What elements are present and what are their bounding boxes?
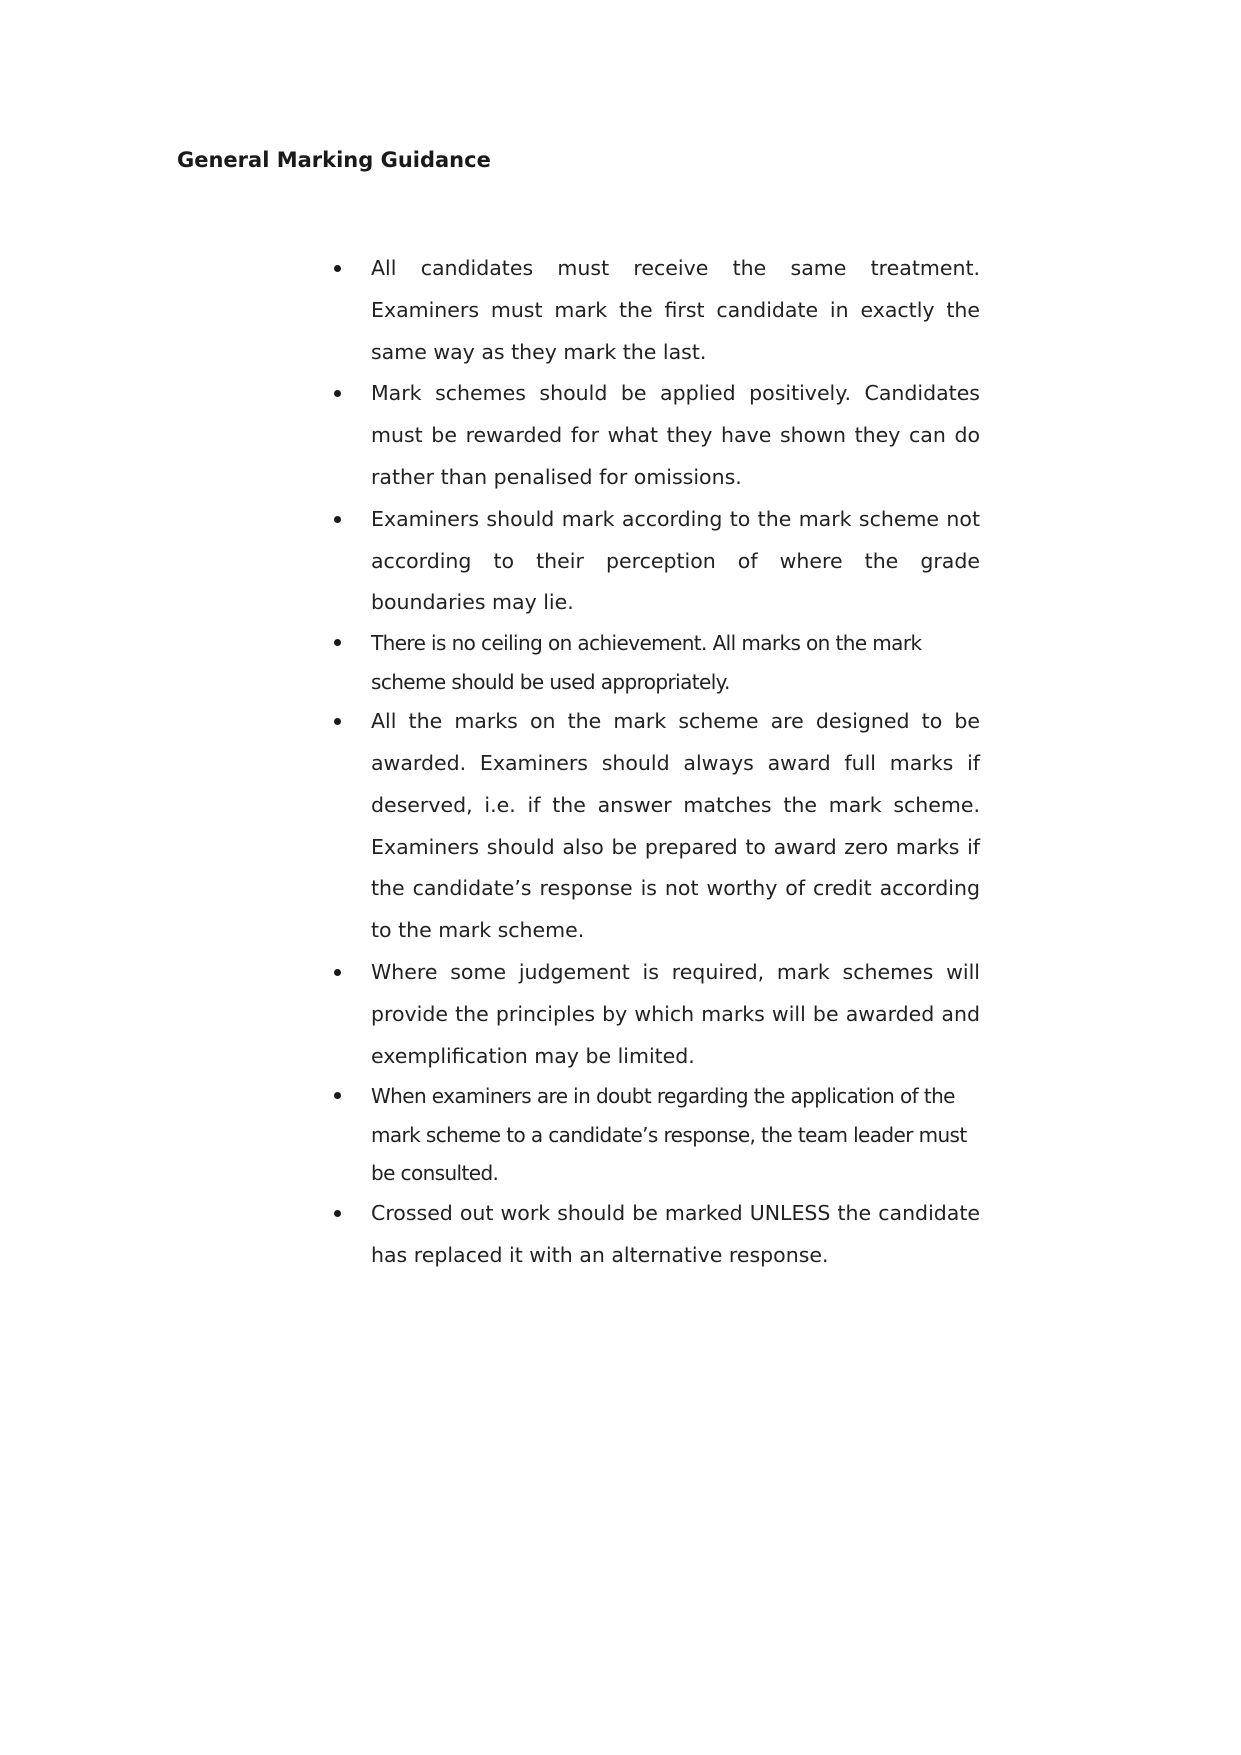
bullet-icon [334, 1092, 341, 1099]
page-title: General Marking Guidance [177, 148, 491, 172]
list-item [330, 1193, 980, 1277]
list-item-text: Where some judgement is required, mark schemes will provide the principles by which marks will be awarded and exemplification may be limited. [371, 959, 980, 1068]
bullet-icon [334, 516, 341, 523]
list-item-text: Crossed out work should be marked UNLESS the candidate has replaced it with an alternative response. [371, 1200, 980, 1267]
list-item [330, 248, 980, 373]
list-item-text: All candidates must receive the same treatment. Examiners must mark the first candidate in exactly the same way as they mark the last. [371, 256, 980, 364]
list-item-text: There is no ceiling on achievement. All marks on the mark scheme should be used appropriately. [371, 631, 922, 694]
list-item-text: Mark schemes should be applied positively. Candidates must be rewarded for what they have shown they can do rather than penalised for omissions. [371, 381, 980, 489]
bullet-icon [334, 265, 341, 272]
bullet-icon [334, 718, 341, 725]
bullet-icon [334, 1210, 341, 1217]
list-item-text: All the marks on the mark scheme are designed to be awarded. Examiners should always award full marks if deserved, i.e. if the answer matches the mark scheme. Examiners should also be prepared to award zero marks if the candidate’s response is not worthy of credit according to the mark scheme. [371, 709, 980, 943]
list-item [330, 952, 980, 1077]
bullet-icon [334, 390, 341, 397]
guidance-list [330, 248, 980, 1276]
bullet-icon [334, 969, 341, 976]
list-item [330, 499, 980, 624]
list-item [330, 701, 980, 952]
list-item-text: When examiners are in doubt regarding the application of the mark scheme to a candidate’s response, the team leader must be consulted. [371, 1084, 967, 1186]
list-item [330, 373, 980, 498]
list-item [330, 1077, 980, 1193]
list-item [330, 624, 980, 701]
bullet-icon [334, 639, 341, 646]
list-item-text: Examiners should mark according to the mark scheme not according to their perception of where the grade boundaries may lie. [371, 506, 980, 615]
